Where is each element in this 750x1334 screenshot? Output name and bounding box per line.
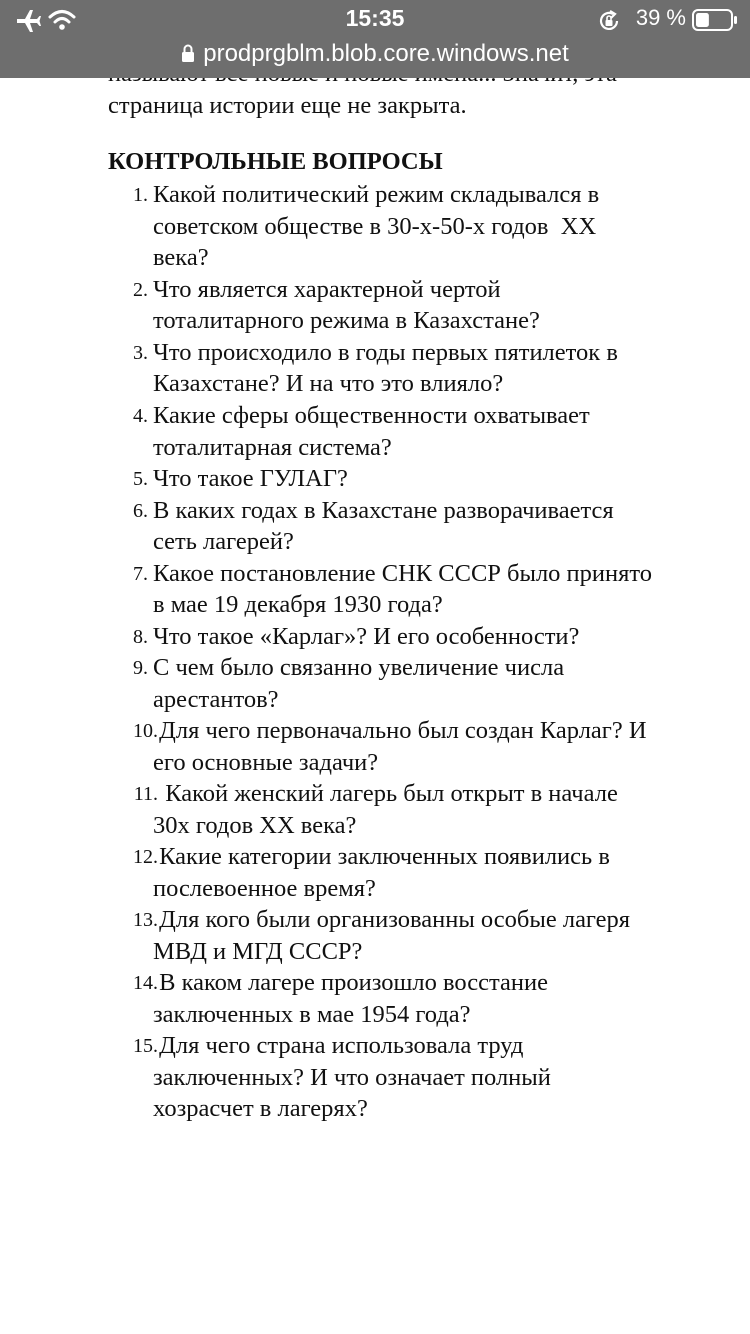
question-number: 15. — [133, 1035, 158, 1057]
lock-icon — [181, 43, 195, 63]
question-text-line: Что такое ГУЛАГ? — [153, 465, 348, 492]
question-text-line: Для чего первоначально был создан Карлаг? И — [153, 717, 647, 744]
url-text: prodprgblm.blob.core.windows.net — [203, 40, 569, 67]
question-number: 7. — [133, 563, 148, 585]
address-bar[interactable] — [0, 40, 750, 68]
question-number: 2. — [133, 279, 148, 301]
question-text-line: сеть лагерей? — [153, 528, 294, 555]
section-heading: КОНТРОЛЬНЫЕ ВОПРОСЫ — [108, 148, 443, 175]
question-text-line: Какие категории заключенных появились в — [153, 843, 610, 870]
question-text-line: Для чего страна использовала труд — [153, 1032, 524, 1059]
question-number: 3. — [133, 342, 148, 364]
status-time: 15:35 — [345, 5, 405, 31]
question-text-line: Какие сферы общественности охватывает — [153, 402, 590, 429]
battery-fill — [696, 13, 709, 27]
question-text-line: заключенных в мае 1954 года? — [153, 1001, 471, 1028]
question-text-line: советском обществе в 30-х-50-х годов ХХ — [153, 213, 597, 240]
question-text-line: заключенных? И что означает полный — [153, 1064, 551, 1091]
question-text-line: С чем было связанно увеличение числа — [153, 654, 565, 681]
question-number: 6. — [133, 500, 148, 522]
intro-line-2: страница истории еще не закрыта. — [108, 92, 467, 119]
question-text-line: Для кого были организованны особые лагеря — [153, 906, 631, 933]
question-number: 13. — [133, 909, 158, 931]
question-text-line: Что является характерной чертой — [153, 276, 501, 303]
question-text-line: 30х годов ХХ века? — [153, 812, 357, 839]
question-text-line: Какое постановление СНК СССР было принято — [153, 560, 653, 587]
question-number: 11. — [133, 783, 158, 805]
battery-percent: 39 % — [635, 5, 686, 30]
question-number: 12. — [133, 846, 158, 868]
question-number: 14. — [133, 972, 158, 994]
question-text-line: его основные задачи? — [153, 749, 379, 776]
question-text-line: хозрасчет в лагерях? — [153, 1095, 368, 1122]
question-text-line: века? — [153, 244, 209, 271]
question-text-line: В каких годах в Казахстане разворачивается — [153, 497, 614, 524]
battery-icon — [692, 9, 738, 31]
question-text-line: тоталитарная система? — [153, 434, 392, 461]
question-number: 4. — [133, 405, 148, 427]
question-text-line: Какой женский лагерь был открыт в начале — [153, 780, 618, 807]
question-text-line: В каком лагере произошло восстание — [153, 969, 548, 996]
question-text-line: арестантов? — [153, 686, 279, 713]
question-text-line: Что такое «Карлаг»? И его особенности? — [153, 623, 580, 650]
question-text-line: Что происходило в годы первых пятилеток в — [153, 339, 618, 366]
question-text-line: Какой политический режим складывался в — [153, 181, 600, 208]
question-text-line: послевоенное время? — [153, 875, 376, 902]
question-text-line: МВД и МГД СССР? — [153, 938, 363, 965]
orientation-lock-icon — [597, 9, 621, 33]
question-number: 8. — [133, 626, 148, 648]
question-number: 10. — [133, 720, 158, 742]
question-text-line: в мае 19 декабря 1930 года? — [153, 591, 443, 618]
question-number: 1. — [133, 184, 148, 206]
browser-status-bar — [0, 0, 750, 78]
question-text-line: Казахстане? И на что это влияло? — [153, 370, 504, 397]
question-number: 5. — [133, 468, 148, 490]
question-text-line: тоталитарного режима в Казахстане? — [153, 307, 540, 334]
question-number: 9. — [133, 657, 148, 679]
